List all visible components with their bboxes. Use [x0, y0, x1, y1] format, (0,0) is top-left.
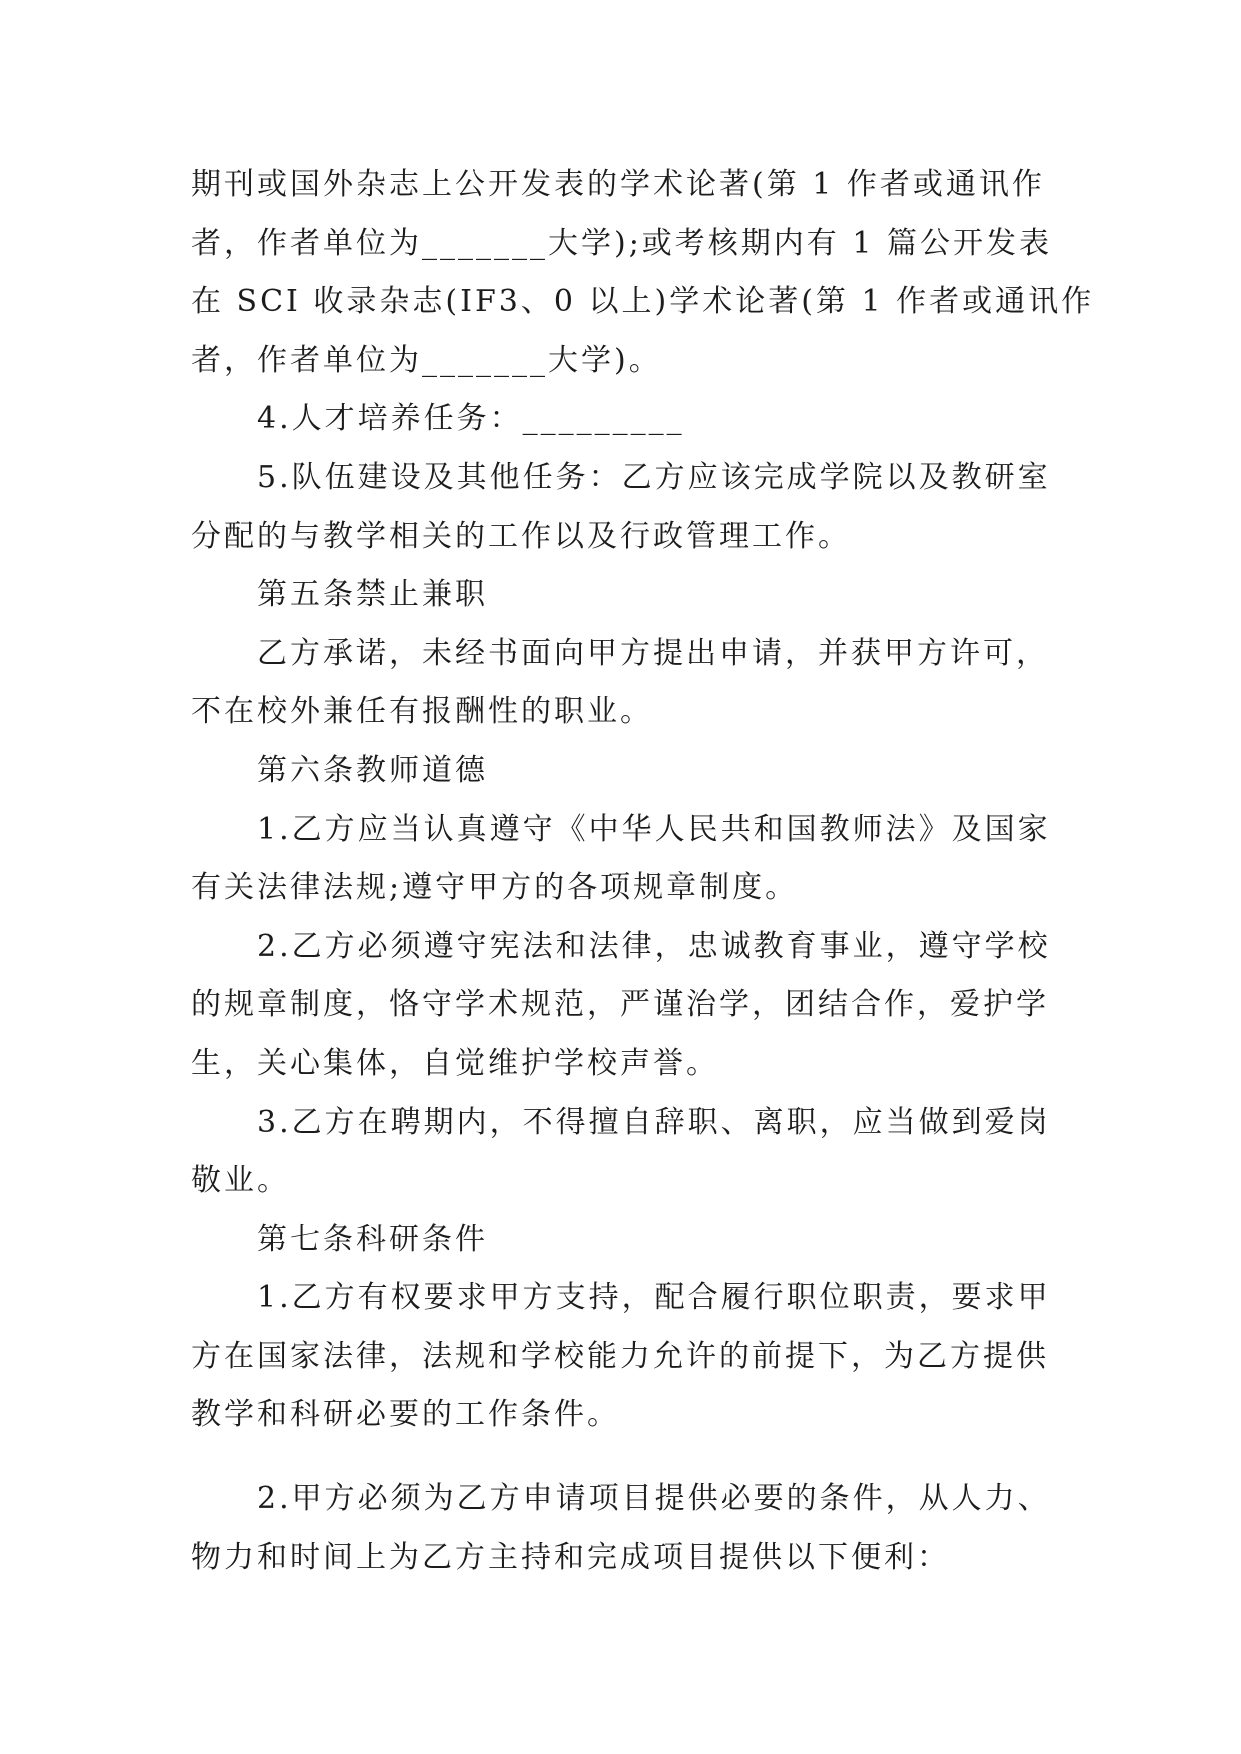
section-heading — [191, 1211, 1091, 1270]
section-heading-text: 第五条禁止兼职 — [257, 577, 488, 613]
paragraph — [191, 625, 1091, 742]
paragraph — [191, 918, 1091, 1094]
section-heading — [191, 566, 1091, 625]
paragraph — [191, 390, 1091, 449]
paragraph — [191, 449, 1091, 566]
text-line: 物力和时间上为乙方主持和完成项目提供以下便利： — [191, 1539, 950, 1575]
text-line: 者，作者单位为_______大学)。 — [191, 342, 662, 378]
text-line: 有关法律法规;遵守甲方的各项规章制度。 — [191, 870, 799, 906]
text-line: 教学和科研必要的工作条件。 — [191, 1397, 620, 1433]
document-body — [191, 156, 1095, 1587]
text-line: 方在国家法律，法规和学校能力允许的前提下，为乙方提供 — [191, 1338, 1049, 1374]
text-line: 乙方承诺，未经书面向甲方提出申请，并获甲方许可， — [257, 635, 1049, 671]
section-heading-text: 第七条科研条件 — [257, 1221, 488, 1257]
text-line: 者，作者单位为_______大学);或考核期内有 1 篇公开发表 — [191, 225, 1052, 261]
paragraph — [191, 156, 1095, 390]
section-heading-text: 第六条教师道德 — [257, 752, 488, 788]
paragraph — [191, 1094, 1091, 1211]
text-line: 1.乙方有权要求甲方支持，配合履行职位职责，要求甲 — [257, 1280, 1051, 1316]
text-line: 在 SCI 收录杂志(IF3、0 以上)学术论著(第 1 作者或通讯作 — [191, 284, 1095, 320]
text-line: 4.人才培养任务：_________ — [257, 401, 685, 437]
text-line: 生，关心集体，自觉维护学校声誉。 — [191, 1045, 719, 1081]
text-line: 2.甲方必须为乙方申请项目提供必要的条件，从人力、 — [257, 1481, 1051, 1517]
text-line: 3.乙方在聘期内，不得擅自辞职、离职，应当做到爱岗 — [257, 1104, 1051, 1140]
text-line: 不在校外兼任有报酬性的职业。 — [191, 694, 653, 730]
paragraph — [191, 1269, 1091, 1445]
text-line: 分配的与教学相关的工作以及行政管理工作。 — [191, 518, 851, 554]
text-line: 5.队伍建设及其他任务：乙方应该完成学院以及教研室 — [257, 459, 1051, 495]
paragraph — [191, 1470, 1091, 1587]
text-line: 期刊或国外杂志上公开发表的学术论著(第 1 作者或通讯作 — [191, 167, 1045, 202]
text-line: 2.乙方必须遵守宪法和法律，忠诚教育事业，遵守学校 — [257, 928, 1051, 964]
text-line: 1.乙方应当认真遵守《中华人民共和国教师法》及国家 — [257, 811, 1051, 847]
section-heading — [191, 742, 1091, 801]
text-line: 的规章制度，恪守学术规范，严谨治学，团结合作，爱护学 — [191, 987, 1049, 1023]
text-line: 敬业。 — [191, 1163, 290, 1199]
paragraph — [191, 801, 1091, 918]
